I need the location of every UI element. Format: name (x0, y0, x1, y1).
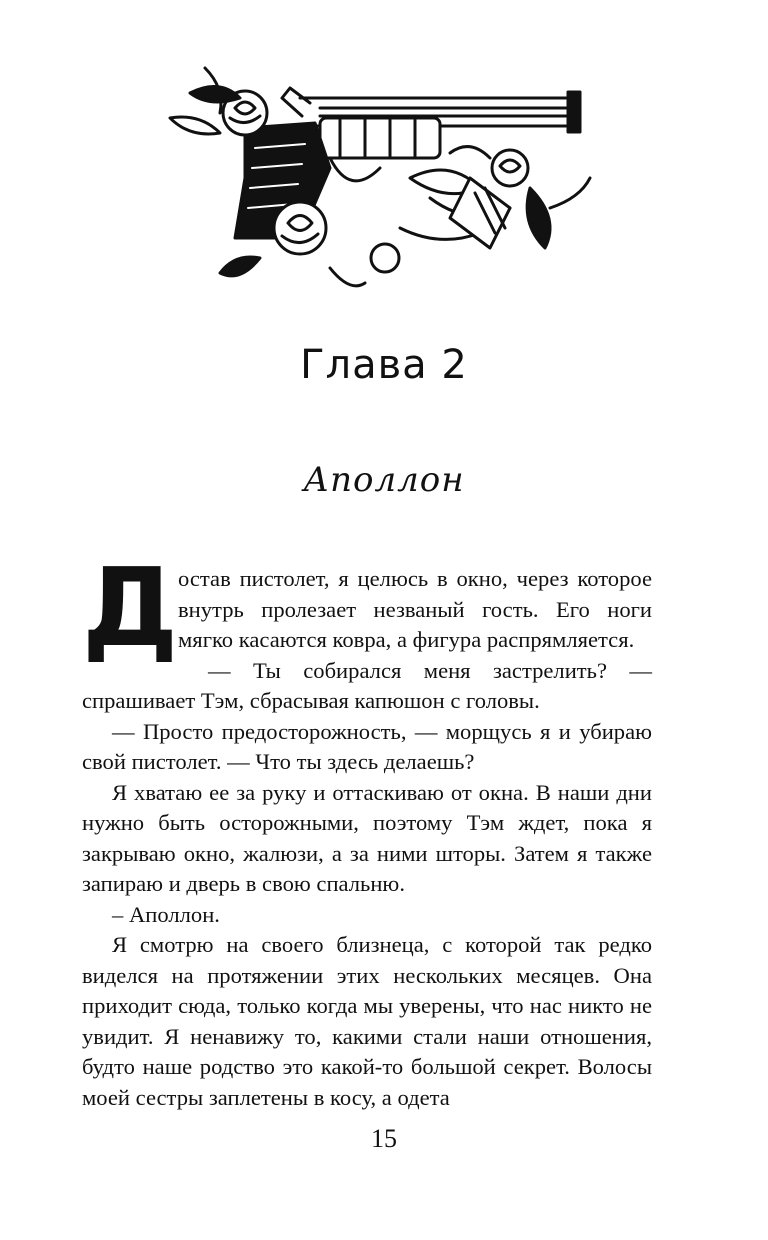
page-number: 15 (371, 1124, 397, 1153)
paragraph: — Просто предосторожность, — морщусь я и убираю свой пистолет. — Что ты здесь делаешь? (82, 718, 652, 774)
drop-cap-letter: Д (82, 546, 179, 671)
drop-cap (82, 546, 179, 671)
paragraph: остав пистолет, я целюсь в окно, через которое внутрь пролезает незваный гость. Его ноги мягко касаются ковра, а фигура распрямляется. (178, 566, 652, 652)
chapter-title: Глава 2 (300, 342, 468, 388)
chapter-body (82, 546, 652, 1113)
chapter-narrator: Аполлон (303, 460, 465, 500)
revolver-with-roses-icon (150, 58, 600, 298)
paragraph: Я смотрю на своего близнеца, с которой так редко виделся на протяжении этих нескольких месяцев. Она приходит сюда, только когда мы уверены, что нас никто не увидит. Я ненавижу то, какими стали наши отношения, будто наше родство это какой-то большой секрет. Волосы моей сестры заплетены в косу, а одета (82, 932, 652, 1110)
paragraph: Я хватаю ее за руку и оттаскиваю от окна. В наши дни нужно быть осторожными, поэтому Тэм ждет, пока я закрываю окно, жалюзи, а за ними шторы. Затем я также запираю и дверь в свою спальню. (82, 779, 652, 896)
paragraph: — Ты собирался меня застрелить? — спрашивает Тэм, сбрасывая капюшон с головы. (82, 657, 652, 713)
paragraph: – Аполлон. (112, 901, 220, 927)
